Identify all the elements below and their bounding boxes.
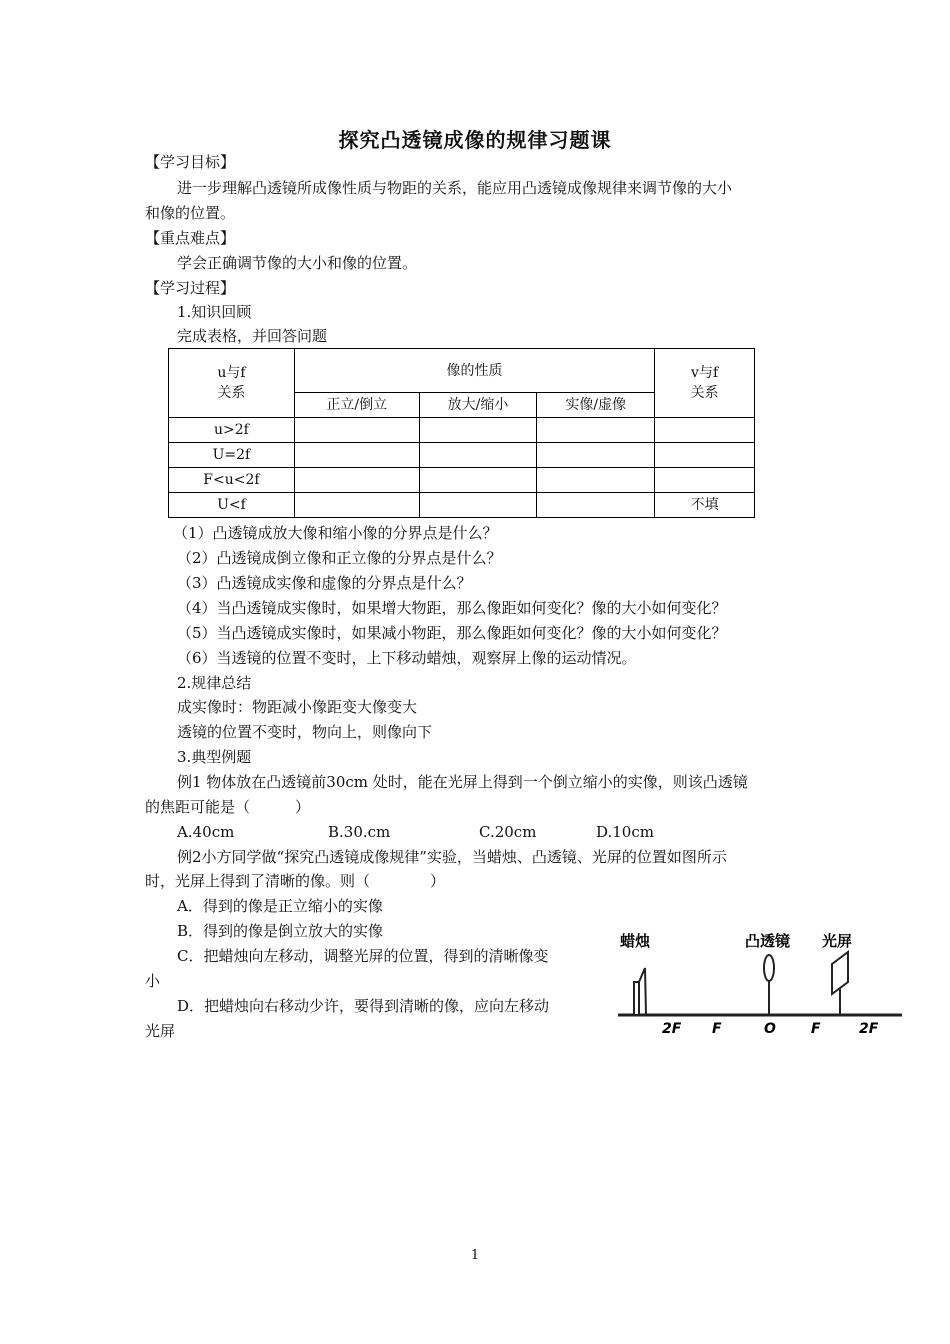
question-3: （3）凸透镜成实像和虚像的分界点是什么？ — [177, 574, 472, 592]
cell-real[interactable] — [537, 493, 655, 518]
row-label: u>2f — [169, 418, 295, 443]
table-row — [169, 468, 755, 493]
cell-v-f[interactable] — [655, 468, 755, 493]
process-heading: 【学习过程】 — [145, 279, 236, 297]
cell-upright[interactable] — [294, 418, 419, 443]
example2-line2: 时，光屏上得到了清晰的像。则（ ） — [145, 872, 446, 890]
summary-line1: 成实像时：物距减小像距变大像变大 — [177, 698, 418, 716]
page-number: 1 — [470, 1248, 480, 1263]
axis-label-2f-left: 2F — [662, 1021, 682, 1037]
example2-option-b: B．得到的像是倒立放大的实像 — [177, 922, 384, 940]
header-u-f-line2: 关系 — [217, 385, 246, 401]
example1-option-c: C.20cm — [479, 823, 537, 841]
header-u-f-line1: u与f — [217, 365, 246, 381]
axis-label-f-right: F — [811, 1021, 821, 1037]
table-row — [169, 493, 755, 518]
key-heading: 【重点难点】 — [145, 229, 236, 247]
cell-size[interactable] — [419, 468, 537, 493]
header-image-nature: 像的性质 — [294, 349, 654, 393]
example2-option-d-line1: D．把蜡烛向右移动少许，要得到清晰的像，应向左移动 — [177, 997, 550, 1015]
question-2: （2）凸透镜成倒立像和正立像的分界点是什么？ — [177, 549, 502, 567]
convex-lens[interactable] — [764, 955, 774, 1015]
summary-heading: 2.规律总结 — [177, 674, 252, 692]
table-header-row — [169, 349, 755, 393]
header-v-f — [655, 349, 755, 418]
example1-line2: 的焦距可能是（ ） — [145, 798, 311, 816]
example1-option-d: D.10cm — [596, 823, 654, 841]
lens-property-table — [168, 348, 755, 518]
candle[interactable] — [634, 968, 646, 1015]
row-label: U<f — [169, 493, 295, 518]
question-4: （4）当凸透镜成实像时，如果增大物距，那么像距如何变化？像的大小如何变化？ — [177, 599, 727, 617]
example2-option-c-line2: 小 — [145, 972, 161, 990]
key-text: 学会正确调节像的大小和像的位置。 — [177, 254, 418, 272]
subheader-size: 放大/缩小 — [419, 393, 537, 418]
lens-shape — [764, 955, 774, 981]
goal-text-line2: 和像的位置。 — [145, 204, 236, 222]
lens-label: 凸透镜 — [745, 932, 791, 950]
goal-text-line1: 进一步理解凸透镜所成像性质与物距的关系，能应用凸透镜成像规律来调节像的大小 — [177, 179, 733, 197]
question-1: （1）凸透镜成放大像和缩小像的分界点是什么？ — [173, 524, 498, 542]
row-label: U=2f — [169, 443, 295, 468]
example1-line1: 例1 物体放在凸透镜前30cm 处时，能在光屏上得到一个倒立缩小的实像，则该凸透镜 — [177, 773, 748, 791]
cell-upright[interactable] — [294, 443, 419, 468]
candle-body — [634, 982, 639, 1015]
row-label: F<u<2f — [169, 468, 295, 493]
page-title: 探究凸透镜成像的规律习题课 — [338, 128, 612, 152]
header-v-f-line2: 关系 — [690, 385, 719, 401]
candle-label: 蜡烛 — [620, 932, 651, 950]
question-5: （5）当凸透镜成实像时，如果减小物距，那么像距如何变化？像的大小如何变化？ — [177, 624, 727, 642]
examples-heading: 3.典型例题 — [177, 748, 252, 766]
axis-label-o: O — [764, 1021, 776, 1037]
table-row — [169, 443, 755, 468]
screen-panel — [832, 952, 848, 994]
question-6: （6）当透镜的位置不变时，上下移动蜡烛，观察屏上像的运动情况。 — [177, 649, 637, 667]
cell-upright[interactable] — [294, 493, 419, 518]
example2-option-d-line2: 光屏 — [145, 1022, 176, 1040]
cell-size[interactable] — [419, 493, 537, 518]
cell-real[interactable] — [537, 418, 655, 443]
header-v-f-line1: v与f — [691, 365, 719, 381]
header-u-f — [169, 349, 295, 418]
subheader-real: 实像/虚像 — [537, 393, 655, 418]
review-intro: 完成表格，并回答问题 — [177, 327, 328, 345]
cell-size[interactable] — [419, 443, 537, 468]
cell-upright[interactable] — [294, 468, 419, 493]
cell-v-f: 不填 — [655, 493, 755, 518]
cell-v-f[interactable] — [655, 443, 755, 468]
cell-real[interactable] — [537, 443, 655, 468]
example1-option-a: A.40cm — [177, 823, 235, 841]
candle-flame — [639, 968, 646, 1015]
screen-label: 光屏 — [822, 932, 853, 950]
optical-bench-diagram — [612, 920, 912, 1050]
light-screen[interactable] — [832, 952, 848, 1015]
axis-label-f-left: F — [712, 1021, 722, 1037]
example2-line1: 例2小方同学做“探究凸透镜成像规律”实验，当蜡烛、凸透镜、光屏的位置如图所示 — [177, 848, 727, 866]
cell-real[interactable] — [537, 468, 655, 493]
subheader-upright: 正立/倒立 — [294, 393, 419, 418]
example2-option-a: A．得到的像是正立缩小的实像 — [177, 897, 383, 915]
cell-v-f[interactable] — [655, 418, 755, 443]
table-row — [169, 418, 755, 443]
cell-size[interactable] — [419, 418, 537, 443]
summary-line2: 透镜的位置不变时，物向上，则像向下 — [177, 723, 433, 741]
example1-option-b: B.30.cm — [328, 823, 391, 841]
example2-option-c-line1: C．把蜡烛向左移动，调整光屏的位置，得到的清晰像变 — [177, 947, 549, 965]
axis-label-2f-right: 2F — [859, 1021, 879, 1037]
goal-heading: 【学习目标】 — [145, 153, 236, 171]
review-heading: 1.知识回顾 — [177, 303, 252, 321]
optical-bench-figure — [612, 920, 912, 1050]
